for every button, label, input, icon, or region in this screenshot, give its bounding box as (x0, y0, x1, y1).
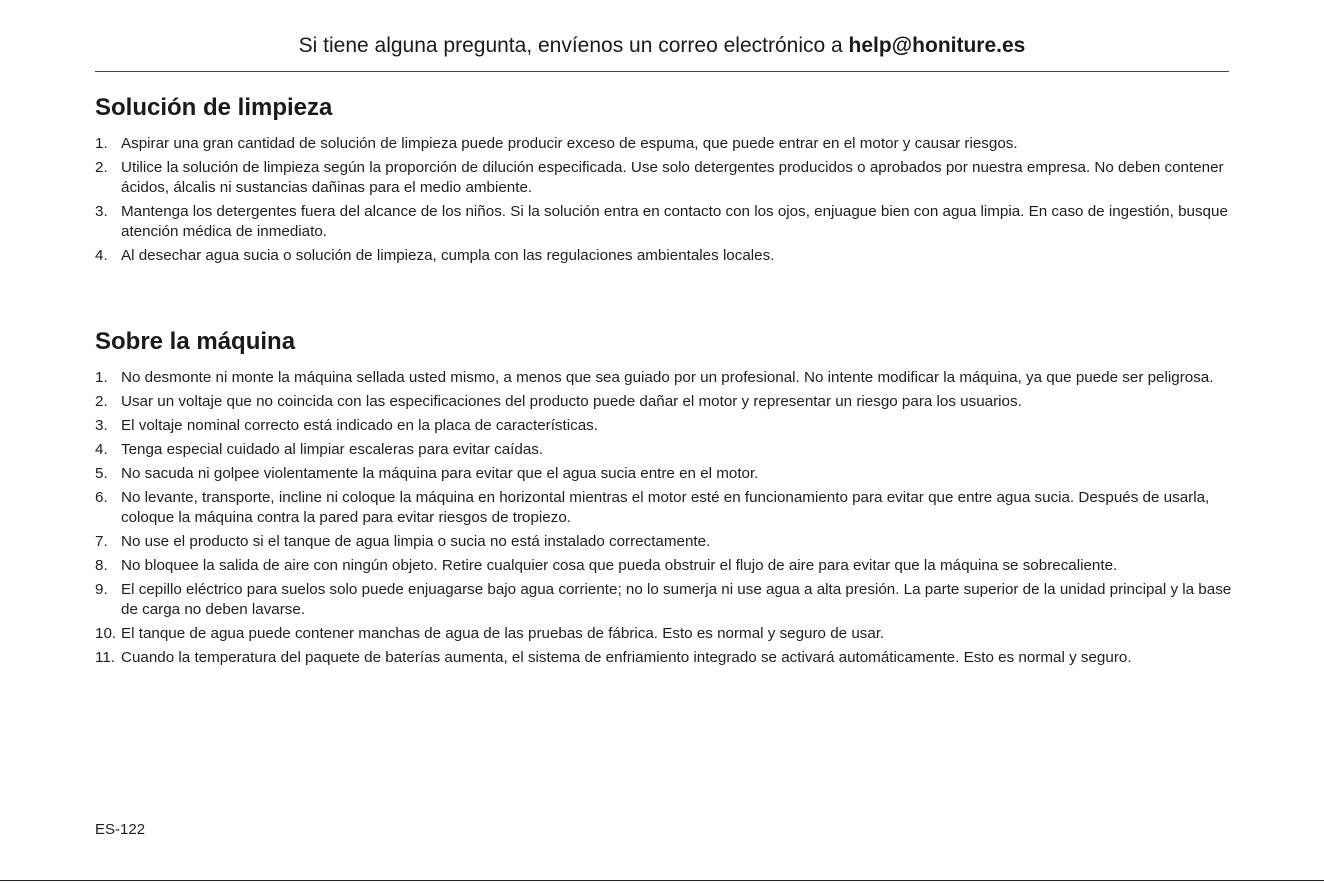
header-divider (95, 71, 1229, 72)
item-number: 2. (95, 159, 108, 176)
list-item (95, 246, 1235, 266)
item-number: 10. (95, 625, 117, 642)
item-number: 1. (95, 135, 108, 152)
list-item (95, 134, 1235, 154)
support-email: help@honiture.es (848, 34, 1026, 57)
list-item (95, 648, 1235, 668)
item-text: El voltaje nominal correcto está indicado en la placa de características. (121, 417, 598, 434)
header-text: Si tiene alguna pregunta, envíenos un correo electrónico a (298, 34, 849, 57)
item-text: Aspirar una gran cantidad de solución de limpieza puede producir exceso de espuma, que puede entrar en el motor y causar riesgos. (121, 135, 1018, 152)
item-text: El tanque de agua puede contener manchas de agua de las pruebas de fábrica. Esto es normal y seguro de usar. (121, 625, 885, 642)
item-text: Al desechar agua sucia o solución de limpieza, cumpla con las regulaciones ambientales locales. (121, 247, 775, 264)
item-number: 6. (95, 489, 108, 506)
item-number: 4. (95, 247, 108, 264)
section-cleaning-solution (95, 92, 1235, 270)
list-item (95, 416, 1235, 436)
section-title: Solución de limpieza (95, 94, 333, 121)
list-item (95, 488, 1235, 528)
list-item (95, 464, 1235, 484)
section-title: Sobre la máquina (95, 328, 296, 355)
page-number: ES-122 (95, 821, 146, 838)
item-text: No use el producto si el tanque de agua limpia o sucia no está instalado correctamente. (121, 533, 711, 550)
item-text: No desmonte ni monte la máquina sellada usted mismo, a menos que sea guiado por un profesional. No intente modificar la máquina, ya que puede ser peligrosa. (121, 369, 1214, 386)
item-number: 11. (95, 649, 115, 666)
item-number: 9. (95, 581, 108, 598)
list-item (95, 556, 1235, 576)
list-item (95, 392, 1235, 412)
item-number: 7. (95, 533, 108, 550)
section-about-machine (95, 326, 1235, 672)
item-text: Usar un voltaje que no coincida con las especificaciones del producto puede dañar el motor y representar un riesgo para los usuarios. (121, 393, 1022, 410)
list-item (95, 202, 1235, 242)
item-text: No bloquee la salida de aire con ningún objeto. Retire cualquier cosa que pueda obstruir el flujo de aire para evitar que la máquina se sobrecaliente. (121, 557, 1118, 574)
list-item (95, 580, 1235, 620)
item-number: 4. (95, 441, 108, 458)
list-item (95, 368, 1235, 388)
list-item (95, 624, 1235, 644)
item-text: No levante, transporte, incline ni coloque la máquina en horizontal mientras el motor esté en funcionamiento para evitar que entre agua sucia. Después de usarla, coloque la máquina contra la pared para evitar riesgos de tropiezo. (121, 489, 1210, 526)
machine-list (95, 368, 1235, 668)
item-number: 3. (95, 417, 108, 434)
item-number: 8. (95, 557, 108, 574)
item-text: No sacuda ni golpee violentamente la máquina para evitar que el agua sucia entre en el motor. (121, 465, 759, 482)
item-text: Utilice la solución de limpieza según la proporción de dilución especificada. Use solo detergentes producidos o aprobados por nuestra empresa. No deben contener ácidos, álcalis ni sustancias dañinas para el medio ambiente. (121, 159, 1224, 196)
item-number: 5. (95, 465, 108, 482)
item-text: El cepillo eléctrico para suelos solo puede enjuagarse bajo agua corriente; no lo sumerja ni use agua a alta presión. La parte superior de la unidad principal y la base de carga no deben lavarse. (121, 581, 1232, 618)
item-text: Cuando la temperatura del paquete de baterías aumenta, el sistema de enfriamiento integrado se activará automáticamente. Esto es normal y seguro. (121, 649, 1132, 666)
list-item (95, 440, 1235, 460)
list-item (95, 158, 1235, 198)
item-text: Mantenga los detergentes fuera del alcance de los niños. Si la solución entra en contacto con los ojos, enjuague bien con agua limpia. En caso de ingestión, busque atención médica de inmediato. (121, 203, 1228, 240)
list-item (95, 532, 1235, 552)
item-number: 3. (95, 203, 108, 220)
item-text: Tenga especial cuidado al limpiar escaleras para evitar caídas. (121, 441, 544, 458)
page-header (95, 32, 1229, 60)
item-number: 1. (95, 369, 108, 386)
cleaning-solution-list (95, 134, 1235, 266)
item-number: 2. (95, 393, 108, 410)
bottom-divider (0, 880, 1324, 881)
